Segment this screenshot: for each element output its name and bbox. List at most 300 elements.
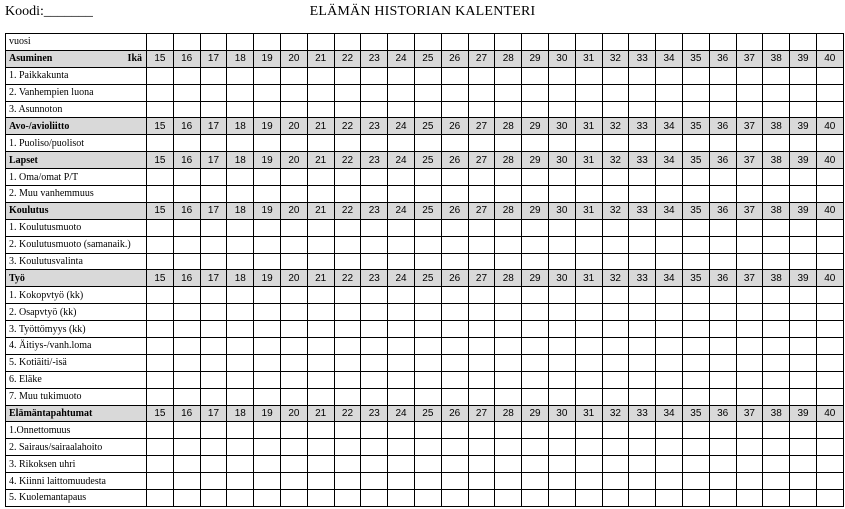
calendar-cell[interactable]: [522, 338, 549, 355]
calendar-cell[interactable]: [522, 253, 549, 270]
calendar-cell[interactable]: [709, 371, 736, 388]
calendar-cell[interactable]: [656, 304, 683, 321]
calendar-cell[interactable]: [656, 253, 683, 270]
calendar-cell[interactable]: [280, 67, 307, 84]
calendar-cell[interactable]: [736, 371, 763, 388]
calendar-cell[interactable]: [682, 354, 709, 371]
calendar-cell[interactable]: [629, 304, 656, 321]
calendar-cell[interactable]: [575, 67, 602, 84]
calendar-cell[interactable]: [790, 101, 817, 118]
calendar-cell[interactable]: [361, 490, 388, 507]
calendar-cell[interactable]: [629, 236, 656, 253]
calendar-cell[interactable]: [147, 422, 174, 439]
calendar-cell[interactable]: [816, 169, 843, 186]
calendar-cell[interactable]: [629, 388, 656, 405]
calendar-cell[interactable]: [468, 388, 495, 405]
calendar-cell[interactable]: [495, 490, 522, 507]
calendar-cell[interactable]: [441, 135, 468, 152]
calendar-cell[interactable]: [763, 186, 790, 203]
calendar-cell[interactable]: [147, 456, 174, 473]
calendar-cell[interactable]: [227, 354, 254, 371]
calendar-cell[interactable]: [361, 473, 388, 490]
calendar-cell[interactable]: [200, 236, 227, 253]
calendar-cell[interactable]: [388, 321, 415, 338]
calendar-cell[interactable]: [736, 169, 763, 186]
calendar-cell[interactable]: [468, 67, 495, 84]
calendar-cell[interactable]: [629, 84, 656, 101]
calendar-cell[interactable]: [361, 338, 388, 355]
calendar-cell[interactable]: [147, 253, 174, 270]
calendar-cell[interactable]: [173, 354, 200, 371]
calendar-cell[interactable]: [147, 101, 174, 118]
calendar-cell[interactable]: [388, 253, 415, 270]
calendar-cell[interactable]: [575, 439, 602, 456]
calendar-cell[interactable]: [280, 321, 307, 338]
calendar-cell[interactable]: [495, 456, 522, 473]
year-cell[interactable]: [522, 34, 549, 51]
calendar-cell[interactable]: [629, 473, 656, 490]
calendar-cell[interactable]: [763, 473, 790, 490]
calendar-cell[interactable]: [468, 135, 495, 152]
calendar-cell[interactable]: [575, 388, 602, 405]
calendar-cell[interactable]: [629, 371, 656, 388]
calendar-cell[interactable]: [254, 219, 281, 236]
calendar-cell[interactable]: [736, 321, 763, 338]
calendar-cell[interactable]: [227, 219, 254, 236]
calendar-cell[interactable]: [629, 422, 656, 439]
calendar-cell[interactable]: [388, 135, 415, 152]
calendar-cell[interactable]: [254, 490, 281, 507]
calendar-cell[interactable]: [763, 388, 790, 405]
calendar-cell[interactable]: [763, 371, 790, 388]
calendar-cell[interactable]: [736, 354, 763, 371]
calendar-cell[interactable]: [334, 371, 361, 388]
calendar-cell[interactable]: [147, 236, 174, 253]
calendar-cell[interactable]: [629, 338, 656, 355]
calendar-cell[interactable]: [388, 304, 415, 321]
calendar-cell[interactable]: [522, 371, 549, 388]
calendar-cell[interactable]: [682, 84, 709, 101]
year-cell[interactable]: [736, 34, 763, 51]
calendar-cell[interactable]: [307, 236, 334, 253]
calendar-cell[interactable]: [173, 253, 200, 270]
calendar-cell[interactable]: [763, 236, 790, 253]
calendar-cell[interactable]: [495, 67, 522, 84]
calendar-cell[interactable]: [280, 236, 307, 253]
calendar-cell[interactable]: [441, 287, 468, 304]
calendar-cell[interactable]: [227, 186, 254, 203]
calendar-cell[interactable]: [763, 338, 790, 355]
calendar-cell[interactable]: [790, 304, 817, 321]
calendar-cell[interactable]: [709, 186, 736, 203]
calendar-cell[interactable]: [227, 338, 254, 355]
calendar-cell[interactable]: [307, 388, 334, 405]
calendar-cell[interactable]: [790, 219, 817, 236]
calendar-cell[interactable]: [388, 236, 415, 253]
calendar-cell[interactable]: [495, 236, 522, 253]
calendar-cell[interactable]: [227, 101, 254, 118]
calendar-cell[interactable]: [307, 101, 334, 118]
calendar-cell[interactable]: [709, 354, 736, 371]
year-cell[interactable]: [575, 34, 602, 51]
calendar-cell[interactable]: [709, 219, 736, 236]
year-cell[interactable]: [280, 34, 307, 51]
calendar-cell[interactable]: [816, 253, 843, 270]
calendar-cell[interactable]: [816, 304, 843, 321]
calendar-cell[interactable]: [200, 473, 227, 490]
calendar-cell[interactable]: [736, 101, 763, 118]
year-cell[interactable]: [682, 34, 709, 51]
calendar-cell[interactable]: [495, 321, 522, 338]
calendar-cell[interactable]: [280, 253, 307, 270]
calendar-cell[interactable]: [334, 67, 361, 84]
calendar-cell[interactable]: [816, 287, 843, 304]
calendar-cell[interactable]: [414, 135, 441, 152]
calendar-cell[interactable]: [414, 67, 441, 84]
calendar-cell[interactable]: [307, 490, 334, 507]
calendar-cell[interactable]: [522, 84, 549, 101]
calendar-cell[interactable]: [468, 236, 495, 253]
calendar-cell[interactable]: [763, 354, 790, 371]
calendar-cell[interactable]: [816, 371, 843, 388]
calendar-cell[interactable]: [709, 287, 736, 304]
calendar-cell[interactable]: [200, 422, 227, 439]
year-cell[interactable]: [334, 34, 361, 51]
calendar-cell[interactable]: [816, 422, 843, 439]
calendar-cell[interactable]: [575, 101, 602, 118]
calendar-cell[interactable]: [227, 84, 254, 101]
calendar-cell[interactable]: [682, 135, 709, 152]
calendar-cell[interactable]: [414, 321, 441, 338]
calendar-cell[interactable]: [682, 439, 709, 456]
calendar-cell[interactable]: [254, 354, 281, 371]
calendar-cell[interactable]: [522, 473, 549, 490]
calendar-cell[interactable]: [522, 439, 549, 456]
calendar-cell[interactable]: [656, 473, 683, 490]
calendar-cell[interactable]: [173, 422, 200, 439]
calendar-cell[interactable]: [656, 490, 683, 507]
year-cell[interactable]: [763, 34, 790, 51]
calendar-cell[interactable]: [468, 456, 495, 473]
calendar-cell[interactable]: [495, 135, 522, 152]
calendar-cell[interactable]: [548, 236, 575, 253]
calendar-cell[interactable]: [602, 439, 629, 456]
calendar-cell[interactable]: [280, 371, 307, 388]
calendar-cell[interactable]: [682, 338, 709, 355]
calendar-cell[interactable]: [522, 219, 549, 236]
calendar-cell[interactable]: [147, 186, 174, 203]
calendar-cell[interactable]: [682, 473, 709, 490]
calendar-cell[interactable]: [361, 422, 388, 439]
calendar-cell[interactable]: [334, 253, 361, 270]
calendar-cell[interactable]: [334, 219, 361, 236]
calendar-cell[interactable]: [816, 101, 843, 118]
calendar-cell[interactable]: [709, 422, 736, 439]
year-cell[interactable]: [495, 34, 522, 51]
calendar-cell[interactable]: [441, 219, 468, 236]
calendar-cell[interactable]: [709, 101, 736, 118]
calendar-cell[interactable]: [227, 67, 254, 84]
calendar-cell[interactable]: [388, 422, 415, 439]
calendar-cell[interactable]: [629, 456, 656, 473]
calendar-cell[interactable]: [682, 304, 709, 321]
calendar-cell[interactable]: [227, 490, 254, 507]
calendar-cell[interactable]: [682, 287, 709, 304]
calendar-cell[interactable]: [334, 186, 361, 203]
calendar-cell[interactable]: [736, 236, 763, 253]
calendar-cell[interactable]: [334, 473, 361, 490]
calendar-cell[interactable]: [602, 490, 629, 507]
calendar-cell[interactable]: [307, 84, 334, 101]
calendar-cell[interactable]: [334, 439, 361, 456]
calendar-cell[interactable]: [602, 287, 629, 304]
calendar-cell[interactable]: [548, 473, 575, 490]
calendar-cell[interactable]: [816, 186, 843, 203]
calendar-cell[interactable]: [388, 439, 415, 456]
calendar-cell[interactable]: [441, 169, 468, 186]
calendar-cell[interactable]: [254, 422, 281, 439]
calendar-cell[interactable]: [414, 422, 441, 439]
calendar-cell[interactable]: [602, 67, 629, 84]
calendar-cell[interactable]: [763, 287, 790, 304]
calendar-cell[interactable]: [307, 135, 334, 152]
calendar-cell[interactable]: [414, 456, 441, 473]
calendar-cell[interactable]: [763, 219, 790, 236]
calendar-cell[interactable]: [656, 354, 683, 371]
calendar-cell[interactable]: [280, 135, 307, 152]
year-cell[interactable]: [388, 34, 415, 51]
calendar-cell[interactable]: [602, 236, 629, 253]
calendar-cell[interactable]: [656, 287, 683, 304]
calendar-cell[interactable]: [334, 422, 361, 439]
calendar-cell[interactable]: [602, 321, 629, 338]
calendar-cell[interactable]: [575, 321, 602, 338]
calendar-cell[interactable]: [495, 186, 522, 203]
calendar-cell[interactable]: [173, 473, 200, 490]
calendar-cell[interactable]: [441, 388, 468, 405]
year-cell[interactable]: [147, 34, 174, 51]
calendar-cell[interactable]: [361, 186, 388, 203]
calendar-cell[interactable]: [280, 422, 307, 439]
calendar-cell[interactable]: [709, 321, 736, 338]
calendar-cell[interactable]: [280, 338, 307, 355]
calendar-cell[interactable]: [388, 371, 415, 388]
calendar-cell[interactable]: [280, 439, 307, 456]
calendar-cell[interactable]: [682, 422, 709, 439]
calendar-cell[interactable]: [173, 456, 200, 473]
calendar-cell[interactable]: [816, 67, 843, 84]
calendar-cell[interactable]: [682, 388, 709, 405]
calendar-cell[interactable]: [602, 101, 629, 118]
year-cell[interactable]: [790, 34, 817, 51]
calendar-cell[interactable]: [173, 304, 200, 321]
calendar-cell[interactable]: [468, 490, 495, 507]
calendar-cell[interactable]: [790, 338, 817, 355]
calendar-cell[interactable]: [575, 456, 602, 473]
calendar-cell[interactable]: [682, 219, 709, 236]
calendar-cell[interactable]: [361, 219, 388, 236]
calendar-cell[interactable]: [522, 287, 549, 304]
calendar-cell[interactable]: [307, 169, 334, 186]
calendar-cell[interactable]: [790, 490, 817, 507]
calendar-cell[interactable]: [709, 304, 736, 321]
calendar-cell[interactable]: [602, 456, 629, 473]
calendar-cell[interactable]: [602, 186, 629, 203]
calendar-cell[interactable]: [441, 422, 468, 439]
calendar-cell[interactable]: [495, 253, 522, 270]
calendar-cell[interactable]: [280, 84, 307, 101]
calendar-cell[interactable]: [147, 371, 174, 388]
calendar-cell[interactable]: [468, 287, 495, 304]
calendar-cell[interactable]: [227, 321, 254, 338]
calendar-cell[interactable]: [763, 304, 790, 321]
calendar-cell[interactable]: [736, 84, 763, 101]
calendar-cell[interactable]: [307, 186, 334, 203]
calendar-cell[interactable]: [629, 253, 656, 270]
calendar-cell[interactable]: [548, 219, 575, 236]
calendar-cell[interactable]: [816, 338, 843, 355]
calendar-cell[interactable]: [763, 101, 790, 118]
calendar-cell[interactable]: [602, 338, 629, 355]
calendar-cell[interactable]: [173, 388, 200, 405]
calendar-cell[interactable]: [816, 236, 843, 253]
calendar-cell[interactable]: [548, 354, 575, 371]
calendar-cell[interactable]: [468, 354, 495, 371]
calendar-cell[interactable]: [147, 219, 174, 236]
calendar-cell[interactable]: [414, 304, 441, 321]
calendar-cell[interactable]: [200, 388, 227, 405]
calendar-cell[interactable]: [763, 439, 790, 456]
calendar-cell[interactable]: [736, 439, 763, 456]
calendar-cell[interactable]: [763, 135, 790, 152]
calendar-cell[interactable]: [361, 101, 388, 118]
calendar-cell[interactable]: [736, 186, 763, 203]
calendar-cell[interactable]: [227, 473, 254, 490]
year-cell[interactable]: [816, 34, 843, 51]
calendar-cell[interactable]: [495, 101, 522, 118]
calendar-cell[interactable]: [173, 84, 200, 101]
calendar-cell[interactable]: [227, 422, 254, 439]
calendar-cell[interactable]: [414, 101, 441, 118]
calendar-cell[interactable]: [790, 388, 817, 405]
calendar-cell[interactable]: [495, 371, 522, 388]
calendar-cell[interactable]: [736, 135, 763, 152]
calendar-cell[interactable]: [280, 490, 307, 507]
calendar-cell[interactable]: [682, 236, 709, 253]
calendar-cell[interactable]: [414, 287, 441, 304]
calendar-cell[interactable]: [548, 169, 575, 186]
calendar-cell[interactable]: [629, 439, 656, 456]
calendar-cell[interactable]: [280, 304, 307, 321]
calendar-cell[interactable]: [575, 169, 602, 186]
calendar-cell[interactable]: [361, 67, 388, 84]
calendar-cell[interactable]: [307, 287, 334, 304]
calendar-cell[interactable]: [602, 304, 629, 321]
calendar-cell[interactable]: [548, 422, 575, 439]
calendar-cell[interactable]: [254, 169, 281, 186]
year-cell[interactable]: [227, 34, 254, 51]
calendar-cell[interactable]: [763, 422, 790, 439]
calendar-cell[interactable]: [709, 84, 736, 101]
calendar-cell[interactable]: [280, 186, 307, 203]
calendar-cell[interactable]: [468, 371, 495, 388]
calendar-cell[interactable]: [280, 473, 307, 490]
calendar-cell[interactable]: [414, 354, 441, 371]
calendar-cell[interactable]: [575, 219, 602, 236]
calendar-cell[interactable]: [147, 287, 174, 304]
calendar-cell[interactable]: [656, 439, 683, 456]
calendar-cell[interactable]: [307, 219, 334, 236]
calendar-cell[interactable]: [388, 388, 415, 405]
calendar-cell[interactable]: [388, 287, 415, 304]
calendar-cell[interactable]: [495, 338, 522, 355]
calendar-cell[interactable]: [682, 253, 709, 270]
calendar-cell[interactable]: [629, 321, 656, 338]
calendar-cell[interactable]: [522, 456, 549, 473]
calendar-cell[interactable]: [414, 371, 441, 388]
calendar-cell[interactable]: [548, 84, 575, 101]
calendar-cell[interactable]: [414, 253, 441, 270]
calendar-cell[interactable]: [548, 67, 575, 84]
calendar-cell[interactable]: [709, 456, 736, 473]
calendar-cell[interactable]: [602, 371, 629, 388]
year-cell[interactable]: [468, 34, 495, 51]
calendar-cell[interactable]: [254, 338, 281, 355]
calendar-cell[interactable]: [575, 253, 602, 270]
calendar-cell[interactable]: [522, 186, 549, 203]
calendar-cell[interactable]: [522, 67, 549, 84]
calendar-cell[interactable]: [388, 186, 415, 203]
calendar-cell[interactable]: [763, 490, 790, 507]
calendar-cell[interactable]: [414, 84, 441, 101]
calendar-cell[interactable]: [414, 186, 441, 203]
calendar-cell[interactable]: [414, 169, 441, 186]
calendar-cell[interactable]: [173, 101, 200, 118]
calendar-cell[interactable]: [548, 388, 575, 405]
calendar-cell[interactable]: [790, 67, 817, 84]
year-cell[interactable]: [602, 34, 629, 51]
calendar-cell[interactable]: [227, 388, 254, 405]
calendar-cell[interactable]: [548, 456, 575, 473]
calendar-cell[interactable]: [629, 135, 656, 152]
calendar-cell[interactable]: [388, 338, 415, 355]
calendar-cell[interactable]: [200, 101, 227, 118]
calendar-cell[interactable]: [173, 439, 200, 456]
calendar-cell[interactable]: [548, 101, 575, 118]
calendar-cell[interactable]: [307, 67, 334, 84]
calendar-cell[interactable]: [200, 321, 227, 338]
calendar-cell[interactable]: [388, 490, 415, 507]
calendar-cell[interactable]: [334, 456, 361, 473]
calendar-cell[interactable]: [548, 338, 575, 355]
calendar-cell[interactable]: [307, 439, 334, 456]
calendar-cell[interactable]: [173, 219, 200, 236]
calendar-cell[interactable]: [414, 388, 441, 405]
calendar-cell[interactable]: [656, 456, 683, 473]
calendar-cell[interactable]: [254, 473, 281, 490]
calendar-cell[interactable]: [495, 84, 522, 101]
calendar-cell[interactable]: [736, 219, 763, 236]
calendar-cell[interactable]: [200, 169, 227, 186]
calendar-cell[interactable]: [656, 236, 683, 253]
calendar-cell[interactable]: [334, 338, 361, 355]
calendar-cell[interactable]: [522, 354, 549, 371]
calendar-cell[interactable]: [280, 456, 307, 473]
calendar-cell[interactable]: [575, 338, 602, 355]
calendar-cell[interactable]: [656, 169, 683, 186]
calendar-cell[interactable]: [200, 219, 227, 236]
calendar-cell[interactable]: [200, 186, 227, 203]
